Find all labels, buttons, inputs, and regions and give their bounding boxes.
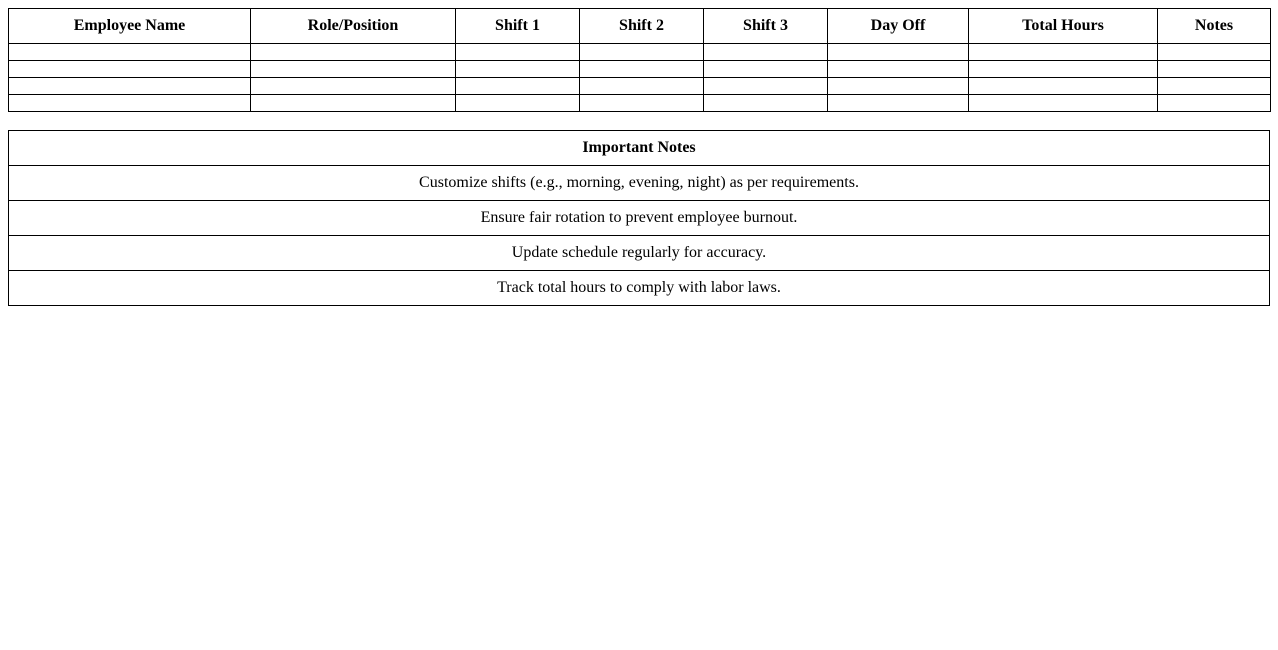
table-cell[interactable] <box>828 78 969 95</box>
header-role-position: Role/Position <box>251 9 456 44</box>
header-shift-1: Shift 1 <box>456 9 580 44</box>
table-cell[interactable] <box>580 78 704 95</box>
table-cell[interactable] <box>704 78 828 95</box>
table-cell[interactable] <box>580 61 704 78</box>
notes-header-row <box>9 131 1270 166</box>
note-item: Ensure fair rotation to prevent employee burnout. <box>9 201 1270 236</box>
table-cell[interactable] <box>969 78 1158 95</box>
note-row <box>9 236 1270 271</box>
table-cell[interactable] <box>456 78 580 95</box>
table-cell[interactable] <box>704 95 828 112</box>
note-item: Track total hours to comply with labor laws. <box>9 271 1270 306</box>
table-cell[interactable] <box>1158 78 1271 95</box>
note-row <box>9 201 1270 236</box>
table-cell[interactable] <box>251 44 456 61</box>
table-cell[interactable] <box>969 95 1158 112</box>
header-shift-2: Shift 2 <box>580 9 704 44</box>
note-row <box>9 166 1270 201</box>
header-employee-name: Employee Name <box>9 9 251 44</box>
table-row <box>9 95 1271 112</box>
table-cell[interactable] <box>456 61 580 78</box>
page <box>8 8 1270 306</box>
important-notes-title: Important Notes <box>9 131 1270 166</box>
note-item: Update schedule regularly for accuracy. <box>9 236 1270 271</box>
schedule-table <box>8 8 1271 112</box>
table-cell[interactable] <box>9 78 251 95</box>
table-cell[interactable] <box>969 44 1158 61</box>
important-notes-table <box>8 130 1270 306</box>
table-cell[interactable] <box>580 44 704 61</box>
header-shift-3: Shift 3 <box>704 9 828 44</box>
table-cell[interactable] <box>9 44 251 61</box>
header-total-hours: Total Hours <box>969 9 1158 44</box>
table-cell[interactable] <box>828 95 969 112</box>
schedule-header-row <box>9 9 1271 44</box>
note-item: Customize shifts (e.g., morning, evening, night) as per requirements. <box>9 166 1270 201</box>
header-notes: Notes <box>1158 9 1271 44</box>
table-cell[interactable] <box>704 44 828 61</box>
table-cell[interactable] <box>828 44 969 61</box>
table-cell[interactable] <box>1158 44 1271 61</box>
note-row <box>9 271 1270 306</box>
table-row <box>9 44 1271 61</box>
table-row <box>9 78 1271 95</box>
table-cell[interactable] <box>9 95 251 112</box>
table-cell[interactable] <box>456 44 580 61</box>
table-cell[interactable] <box>969 61 1158 78</box>
table-cell[interactable] <box>251 61 456 78</box>
table-cell[interactable] <box>704 61 828 78</box>
header-day-off: Day Off <box>828 9 969 44</box>
table-row <box>9 61 1271 78</box>
table-cell[interactable] <box>828 61 969 78</box>
table-cell[interactable] <box>456 95 580 112</box>
table-cell[interactable] <box>251 78 456 95</box>
table-cell[interactable] <box>580 95 704 112</box>
table-cell[interactable] <box>9 61 251 78</box>
table-cell[interactable] <box>251 95 456 112</box>
table-cell[interactable] <box>1158 95 1271 112</box>
table-cell[interactable] <box>1158 61 1271 78</box>
